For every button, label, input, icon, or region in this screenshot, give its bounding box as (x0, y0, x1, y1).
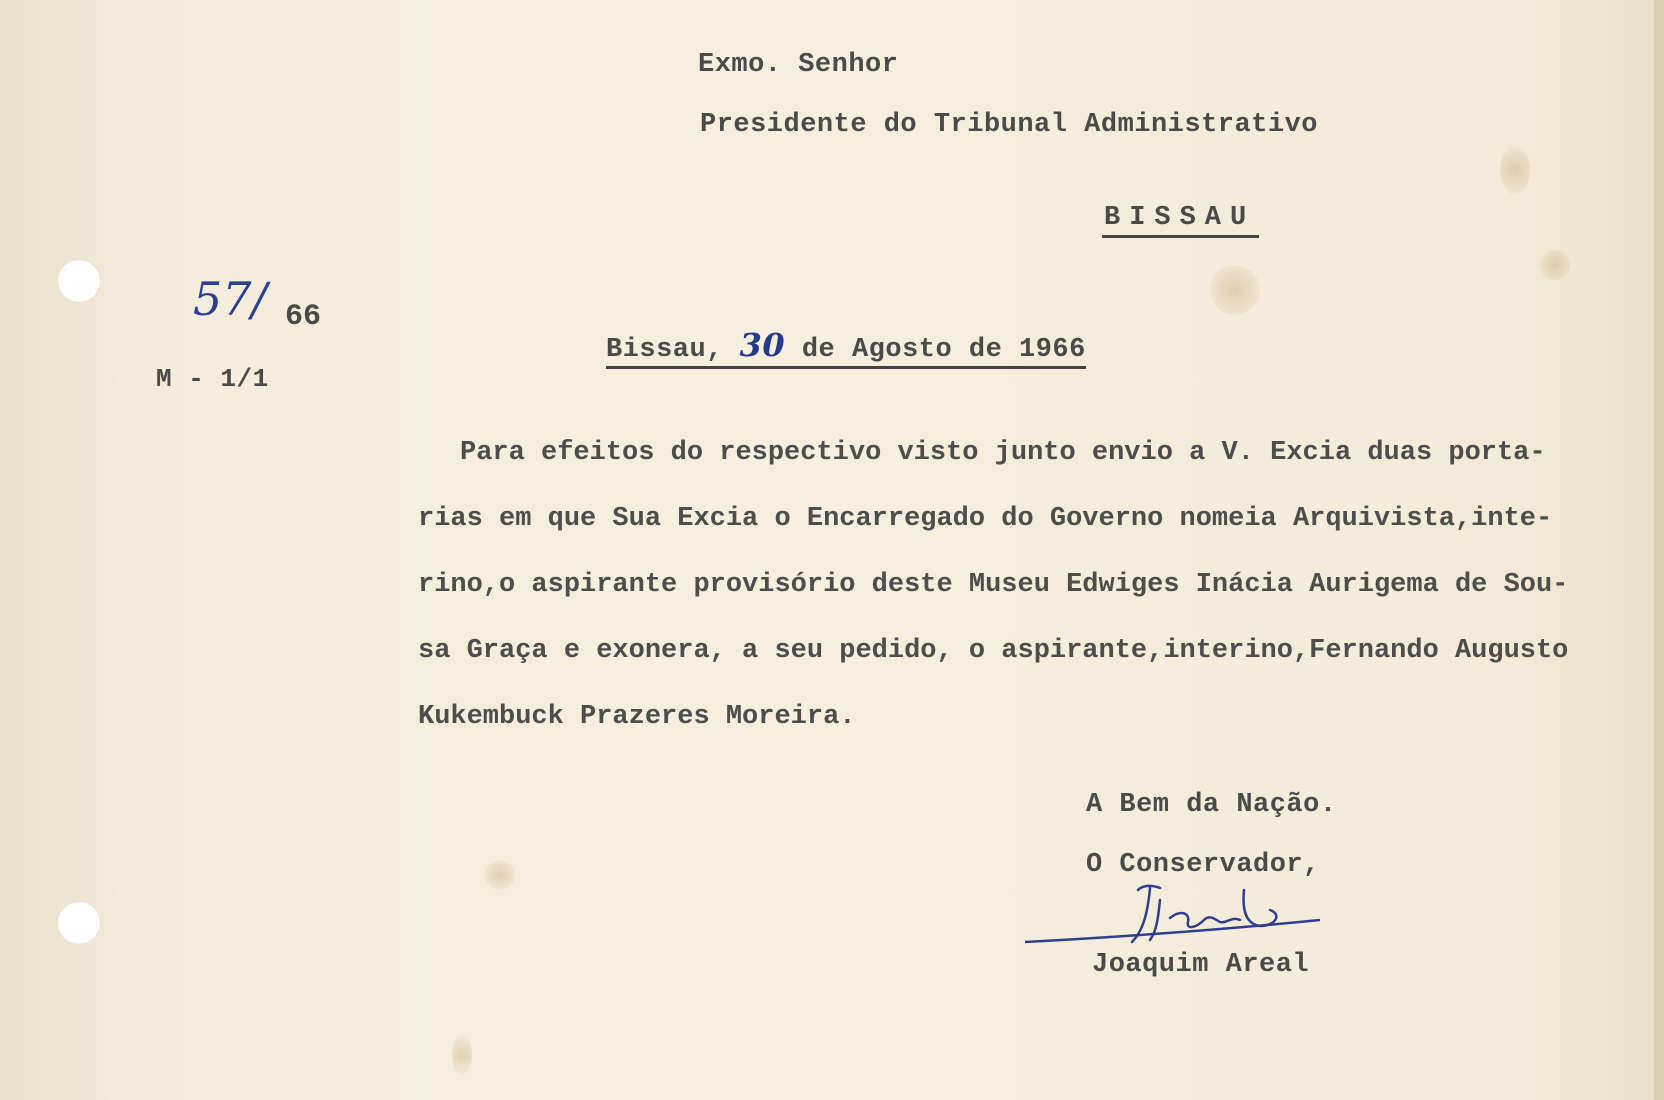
punch-hole-top (57, 259, 101, 303)
date-suffix: de Agosto de 1966 (785, 335, 1086, 365)
paper-stain (1540, 250, 1570, 280)
closing-phrase: A Bem da Nação. (1086, 790, 1337, 820)
body-line: rino,o aspirante provisório deste Museu Edwiges Inácia Aurigema de Sou- (418, 570, 1569, 600)
body-line: sa Graça e exonera, a seu pedido, o aspirante,interino,Fernando Augusto (418, 636, 1569, 666)
paper-right-edge (1654, 0, 1664, 1100)
signer-name: Joaquim Areal (1092, 950, 1310, 980)
date-day-handwritten: 30 (739, 326, 786, 364)
paper-stain (452, 1035, 472, 1075)
reference-year: 66 (285, 300, 322, 334)
punch-hole-bottom (57, 901, 101, 945)
paper-stain (485, 860, 515, 890)
letter-date (606, 326, 1086, 369)
paper-stain (1210, 265, 1260, 315)
body-line: Para efeitos do respectivo visto junto envio a V. Excia duas porta- (460, 438, 1546, 468)
handwritten-reference-number: 57/ (193, 272, 268, 326)
handwritten-signature (1020, 880, 1340, 960)
body-line: Kukembuck Prazeres Moreira. (418, 702, 856, 732)
reference-code: M - 1/1 (156, 364, 269, 394)
date-prefix: Bissau, (606, 335, 740, 365)
salutation: Exmo. Senhor (698, 50, 899, 80)
paper-stain (1500, 145, 1530, 195)
signer-title: O Conservador, (1086, 850, 1320, 880)
body-line: rias em que Sua Excia o Encarregado do Governo nomeia Arquivista,inte- (418, 504, 1553, 534)
recipient-title: Presidente do Tribunal Administrativo (700, 110, 1318, 140)
letter-body (418, 420, 1608, 750)
recipient-city: BISSAU (1102, 203, 1259, 238)
